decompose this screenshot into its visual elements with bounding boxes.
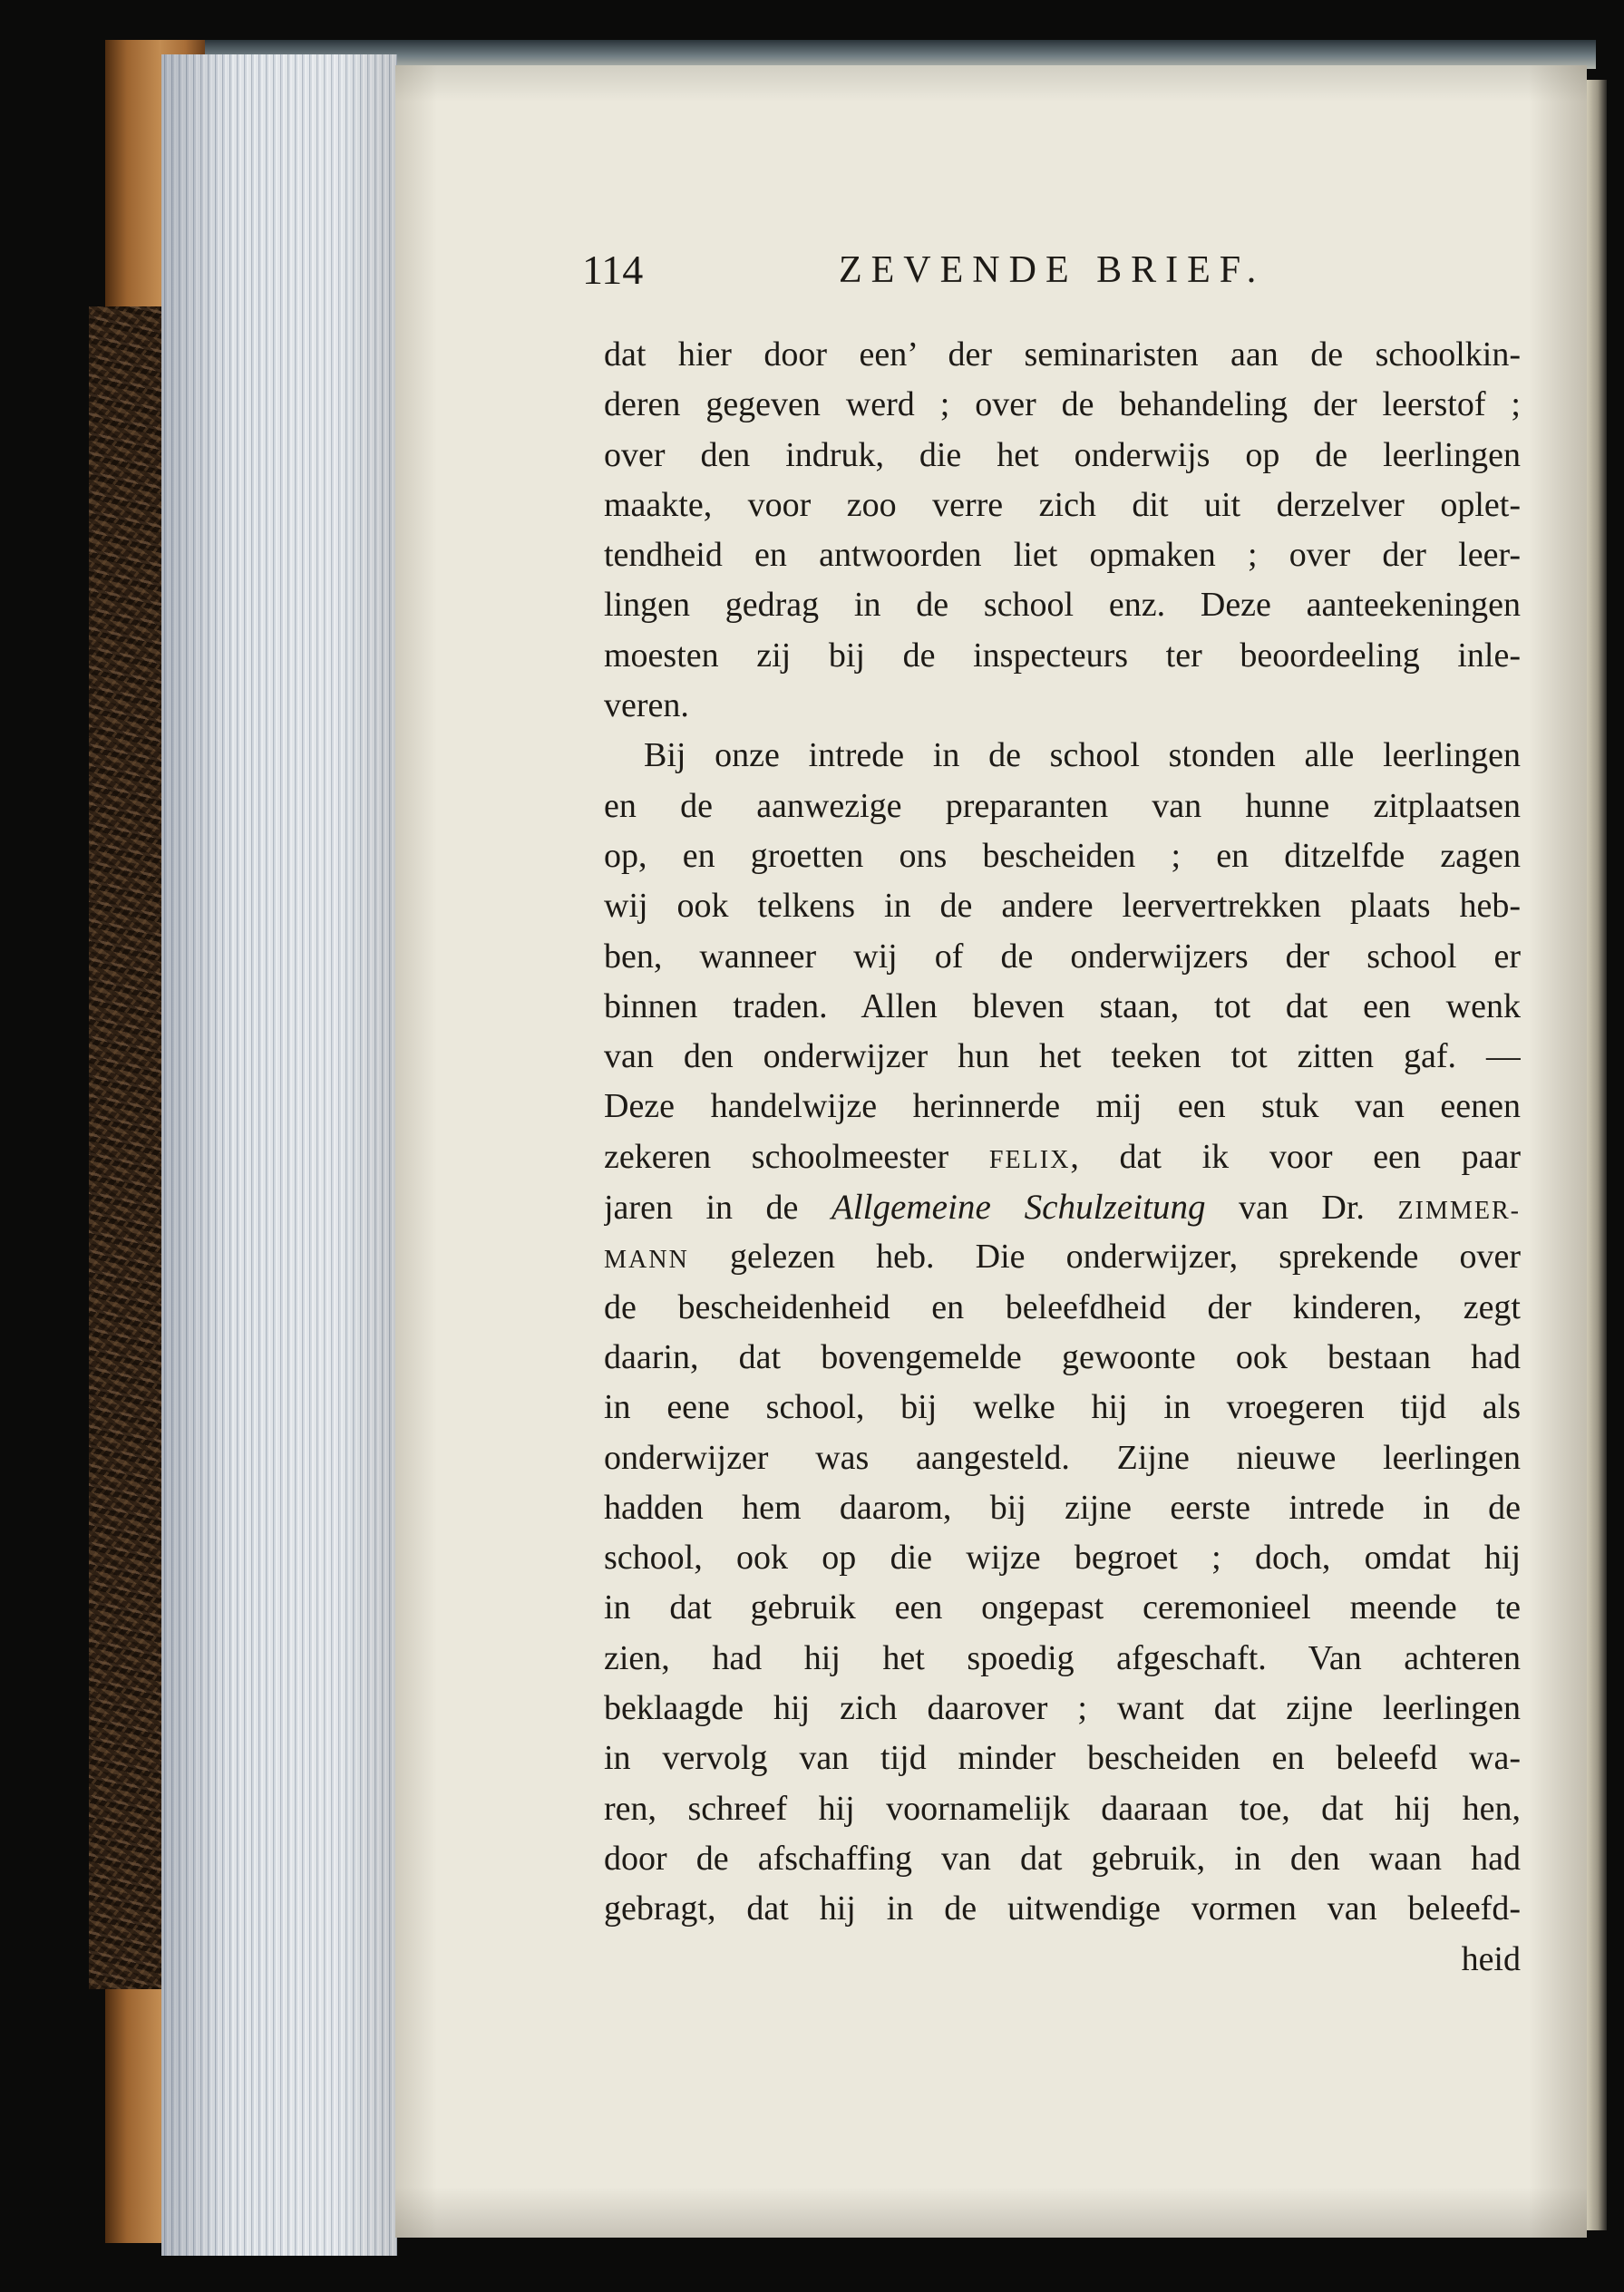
- small-caps-name: MANN: [604, 1246, 689, 1275]
- text-line: gebragt, dat hij in de uitwendige vormen van beleefd-: [604, 1889, 1521, 1928]
- text-line: op, en groetten ons bescheiden ; en ditzelfde zagen: [604, 836, 1521, 875]
- text-line: in vervolg van tijd minder bescheiden en beleefd wa-: [604, 1739, 1521, 1778]
- text-line: binnen traden. Allen bleven staan, tot dat een wenk: [604, 986, 1521, 1025]
- text-run: jaren in de: [604, 1189, 831, 1228]
- text-line: hadden hem daarom, bij zijne eerste intrede in de: [604, 1488, 1521, 1527]
- text-line: in dat gebruik een ongepast ceremonieel meende te: [604, 1588, 1521, 1627]
- italic-title: Allgemeine Schulzeitung: [831, 1188, 1206, 1228]
- marbled-board: [89, 306, 161, 1989]
- text-line: lingen gedrag in de school enz. Deze aanteekeningen: [604, 586, 1521, 625]
- next-page-edge: [1587, 80, 1607, 2230]
- text-line: in eene school, bij welke hij in vroegeren tijd als: [604, 1388, 1521, 1427]
- text-line: ren, schreef hij voornamelijk daaraan toe, dat hij hen,: [604, 1789, 1521, 1828]
- text-line: school, ook op die wijze begroet ; doch, omdat hij: [604, 1539, 1521, 1578]
- small-caps-name: FELIX: [988, 1145, 1071, 1174]
- page-stack-edges: [161, 54, 397, 2256]
- text-line: onderwijzer was aangesteld. Zijne nieuwe leerlingen: [604, 1438, 1521, 1477]
- text-line: door de afschaffing van dat gebruik, in den waan had: [604, 1839, 1521, 1878]
- body-text: [604, 330, 1521, 1985]
- text-run: , dat ik voor een paar: [1070, 1137, 1521, 1176]
- text-run: van Dr.: [1205, 1189, 1398, 1228]
- text-line: [604, 1232, 1521, 1282]
- text-line: tendheid en antwoorden liet opmaken ; over der leer-: [604, 536, 1521, 575]
- text-line: zien, had hij het spoedig afgeschaft. Van achteren: [604, 1638, 1521, 1677]
- text-line: [604, 1132, 1521, 1182]
- text-line: veren.: [604, 686, 689, 725]
- text-line: ben, wanneer wij of de onderwijzers der school er: [604, 937, 1521, 976]
- text-line: moesten zij bij de inspecteurs ter beoordeeling inle-: [604, 636, 1521, 675]
- text-line: wij ook telkens in de andere leervertrekken plaats heb-: [604, 887, 1521, 926]
- text-line: [604, 1182, 1521, 1232]
- page-number: 114: [582, 247, 644, 293]
- text-line: van den onderwijzer hun het teeken tot zitten gaf. —: [604, 1037, 1521, 1076]
- text-line: maakte, voor zoo verre zich dit uit derzelver oplet-: [604, 485, 1521, 524]
- catchword: heid: [1461, 1939, 1521, 1978]
- running-head: ZEVENDE BRIEF.: [839, 249, 1266, 291]
- text-line: Deze handelwijze herinnerde mij een stuk van eenen: [604, 1087, 1521, 1126]
- text-line: daarin, dat bovengemelde gewoonte ook bestaan had: [604, 1337, 1521, 1376]
- text-line: deren gegeven werd ; over de behandeling der leerstof ;: [604, 385, 1521, 424]
- text-line: en de aanwezige preparanten van hunne zitplaatsen: [604, 786, 1521, 825]
- small-caps-name: ZIMMER-: [1397, 1197, 1521, 1226]
- text-line: dat hier door een’ der seminaristen aan de schoolkin-: [604, 335, 1521, 374]
- text-line: de bescheidenheid en beleefdheid der kinderen, zegt: [604, 1287, 1521, 1326]
- text-run: zekeren schoolmeester: [604, 1137, 989, 1176]
- text-run: gelezen heb. Die onderwijzer, sprekende over: [688, 1238, 1521, 1277]
- text-line: beklaagde hij zich daarover ; want dat zijne leerlingen: [604, 1689, 1521, 1728]
- text-line: over den indruk, die het onderwijs op de leerlingen: [604, 435, 1521, 474]
- paragraph-first-line: Bij onze intrede in de school stonden alle leerlingen: [644, 736, 1521, 775]
